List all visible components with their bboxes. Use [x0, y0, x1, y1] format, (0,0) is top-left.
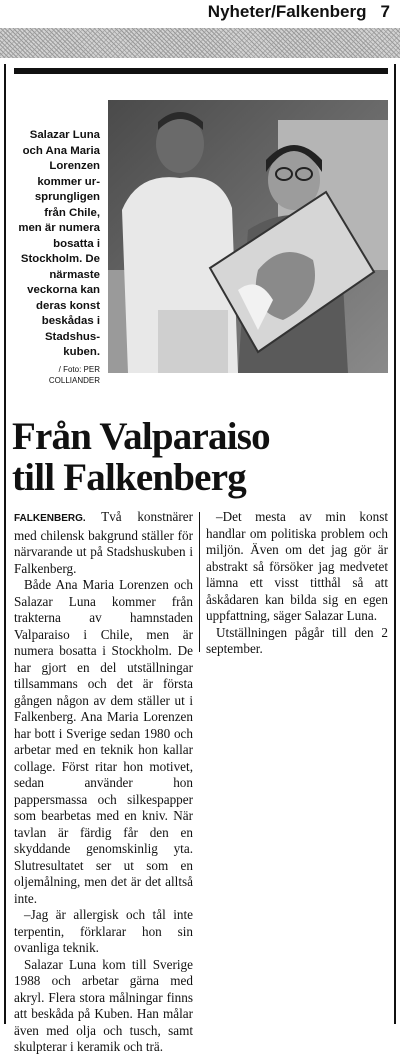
page-number: 7 [380, 2, 390, 21]
photo-credit: / Foto: PER COLLIANDER [48, 364, 100, 385]
caption-line: bosatta i [53, 237, 100, 250]
caption-line: sprungligen [34, 191, 100, 203]
column-divider [199, 512, 200, 652]
article-top-bar [14, 68, 388, 74]
caption-line: från Chile, [44, 206, 100, 219]
caption-line: Lorenzen [49, 160, 100, 172]
article-paragraph: –Jag är allergisk och tål inte terpentin, förklarar hon sin ovanliga teknik. [14, 907, 193, 955]
caption-line: närmaste [49, 268, 100, 281]
headline [12, 416, 392, 498]
page-header [0, 0, 400, 24]
headline-line-1: Från Valparaiso [12, 415, 270, 458]
headline-line-2: till Falkenberg [12, 456, 246, 499]
left-border-rule [4, 64, 6, 1024]
article-column-1 [14, 509, 193, 1056]
photo-caption [14, 128, 100, 386]
article-paragraph: Utställningen pågår till den 2 september. [206, 624, 388, 656]
section-name: Nyheter/Falkenberg [207, 2, 367, 21]
paragraph-text: Två konstnärer med chilensk bakgrund ställer för närvarande ut på Stadshuskuben i Falkenberg. [14, 509, 193, 576]
caption-line: deras konst [36, 299, 100, 312]
article-paragraph [14, 509, 193, 577]
caption-line: Stockholm. De [20, 253, 100, 265]
header-pattern-band [0, 28, 400, 58]
caption-line: kommer ur- [37, 175, 100, 188]
caption-line: beskådas i [41, 315, 100, 327]
right-border-rule [394, 64, 396, 1024]
caption-line: Salazar Luna [29, 129, 100, 141]
article-photo [108, 100, 388, 373]
article-paragraph: Både Ana Maria Lorenzen och Salazar Luna kommer från trakterna av hamnstaden Valparaiso i Chile, men är numera bosatta i Stockholm. De har gjort en del utställningar tillsammans och det är första gången någon av dem ställer ut i Falkenberg. Ana Maria Lorenzen har bott i Sverige sedan 1980 och arbetar med en teknik hon kallar collage. Först ritar hon motivet, sedan använder hon pappersmassa och silkespapper som bearbetas med en kniv. När tavlan är färdig får den en skyddande genomskinlig yta. Slutresultatet ser ut som en oljemålning, men det är det alltså inte. [14, 577, 193, 906]
caption-line: och Ana Maria [22, 144, 100, 157]
article-paragraph: Salazar Luna kom till Sverige 1988 och arbetar gärna med akryl. Flera stora målningar finns att beskåda på Kuben. Han målar även med olja och tusch, samt skulpterar i keramik och trä. [14, 956, 193, 1054]
caption-line: Stadshus- [44, 330, 100, 343]
caption-line: kuben. [63, 346, 100, 358]
article-paragraph: –Det mesta av min konst handlar om politiska problem och miljön. Även om det jag gör är abstrakt så försöker jag medvetet lämna ett visst titthål så att åskådaren kan bilda sig en egen uppfattning, säger Salazar Luna. [206, 509, 388, 623]
article-column-2 [206, 509, 388, 658]
photo-illustration [108, 100, 388, 373]
dateline: FALKENBERG. [14, 513, 86, 524]
caption-line: men är numera [18, 222, 100, 234]
caption-line: veckorna kan [27, 284, 100, 296]
